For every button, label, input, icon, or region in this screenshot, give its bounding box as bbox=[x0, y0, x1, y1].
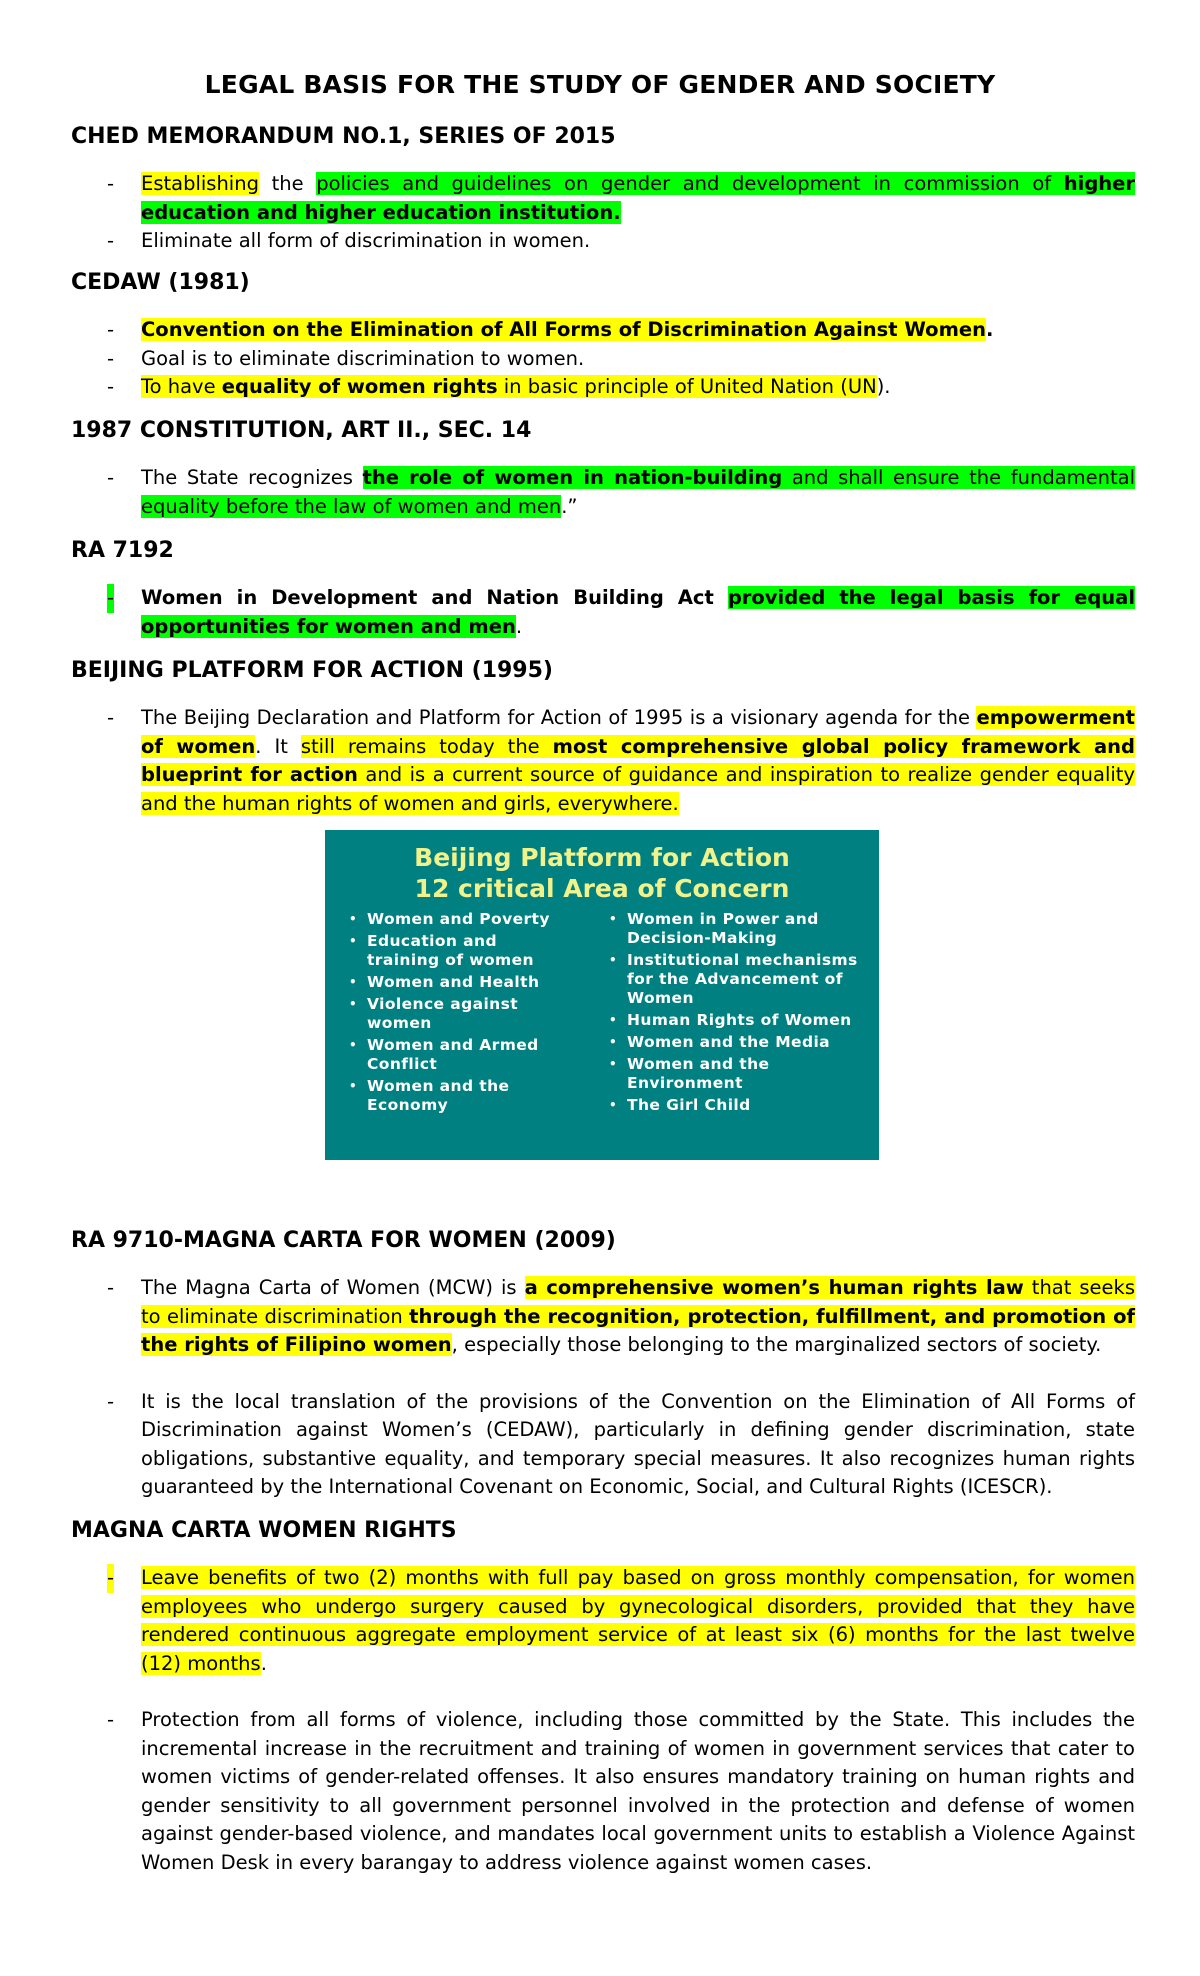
list-item: - Protection from all forms of violence, including those committed by the State. This includes the incremental increase in the recruitment and training of women in government services that cater to women victims of gender-related offenses. It also ensures mandatory training on human rights and gender sensitivity to all government personnel involved in the protection and defense of women against gender-based violence, and mandates local government units to establish a Violence Against Women Desk in every barangay to address violence against women cases. bbox=[107, 1708, 1135, 1874]
list-item: - It is the local translation of the provisions of the Convention on the Elimination of All Forms of Discrimination against Women’s (CEDAW), particularly in defining gender discrimination, state obligations, substantive equality, and temporary special measures. It also recognizes human rights guaranteed by the International Covenant on Economic, Social, and Cultural Rights (ICESCR). bbox=[107, 1389, 1135, 1498]
list-cedaw bbox=[71, 316, 1135, 402]
list-item: - Women in Development and Nation Building Act provided the legal basis for equal opportunities for women and men. bbox=[107, 586, 1136, 638]
beijing-platform-figure bbox=[325, 830, 879, 1160]
list-beijing bbox=[71, 704, 1135, 818]
heading-ra9710: RA 9710-MAGNA CARTA FOR WOMEN (2009) bbox=[71, 1228, 616, 1253]
figure-list-item: • Women and Poverty bbox=[349, 910, 550, 928]
list-item: - To have equality of women rights in basic principle of United Nation (UN). bbox=[107, 375, 891, 398]
figure-list-item: • Institutional mechanisms for the Advancement of Women bbox=[609, 951, 858, 1007]
list-item: - Eliminate all form of discrimination in women. bbox=[107, 229, 591, 252]
heading-beijing: BEIJING PLATFORM FOR ACTION (1995) bbox=[71, 658, 553, 683]
figure-list-item: • Education and training of women bbox=[349, 932, 534, 969]
figure-list-item: • Women and the Environment bbox=[609, 1055, 770, 1092]
figure-list-item: • Women and the Economy bbox=[349, 1077, 510, 1114]
heading-ra7192: RA 7192 bbox=[71, 538, 174, 563]
figure-list-item: • Women and Armed Conflict bbox=[349, 1036, 539, 1073]
heading-constitution: 1987 CONSTITUTION, ART II., SEC. 14 bbox=[71, 418, 532, 443]
figure-list-item: • Women and Health bbox=[349, 973, 540, 991]
figure-title-line2: 12 critical Area of Concern bbox=[414, 874, 790, 903]
heading-ched: CHED MEMORANDUM NO.1, SERIES OF 2015 bbox=[71, 124, 616, 149]
list-item: - Goal is to eliminate discrimination to women. bbox=[107, 346, 585, 370]
figure-title bbox=[325, 842, 879, 904]
list-item: - Leave benefits of two (2) months with full pay based on gross monthly compensation, for women employees who undergo surgery caused by gynecological disorders, provided that they have rendered continuous aggregate employment service of at least six (6) months for the last twelve (12) months. bbox=[107, 1566, 1135, 1675]
list-item: - Convention on the Elimination of All Forms of Discrimination Against Women. bbox=[107, 318, 994, 341]
figure-left-column bbox=[345, 910, 575, 1118]
list-item: - Establishing the policies and guidelines on gender and development in commission of higher education and higher education institution. bbox=[107, 172, 1135, 224]
figure-list-item: • Women and the Media bbox=[609, 1033, 831, 1051]
list-ched bbox=[71, 170, 1135, 256]
list-item: - The Beijing Declaration and Platform for Action of 1995 is a visionary agenda for the empowerment of women. It still remains today the most comprehensive global policy framework and blueprint for action and is a current source of guidance and inspiration to realize gender equality and the human rights of women and girls, everywhere. bbox=[107, 706, 1136, 815]
figure-right-column bbox=[605, 910, 865, 1118]
list-constitution bbox=[71, 464, 1135, 521]
list-item: - The State recognizes the role of women in nation-building and shall ensure the fundamental equality before the law of women and men.” bbox=[107, 466, 1136, 518]
figure-title-line1: Beijing Platform for Action bbox=[414, 843, 790, 872]
list-ra7192 bbox=[71, 584, 1135, 641]
list-item: - The Magna Carta of Women (MCW) is a comprehensive women’s human rights law that seeks to eliminate discrimination through the recognition, protection, fulfillment, and promotion of the rights of Filipino women, especially those belonging to the marginalized sectors of society. bbox=[107, 1276, 1135, 1356]
heading-rights: MAGNA CARTA WOMEN RIGHTS bbox=[71, 1518, 457, 1543]
list-rights bbox=[71, 1564, 1135, 1877]
heading-cedaw: CEDAW (1981) bbox=[71, 270, 250, 295]
figure-list-item: • Human Rights of Women bbox=[609, 1011, 852, 1029]
figure-list-item: • Women in Power and Decision-Making bbox=[609, 910, 819, 947]
figure-list-item: • The Girl Child bbox=[609, 1096, 751, 1114]
page-title: LEGAL BASIS FOR THE STUDY OF GENDER AND SOCIETY bbox=[204, 70, 996, 99]
list-ra9710 bbox=[71, 1274, 1135, 1502]
figure-list-item: • Violence against women bbox=[349, 995, 519, 1032]
